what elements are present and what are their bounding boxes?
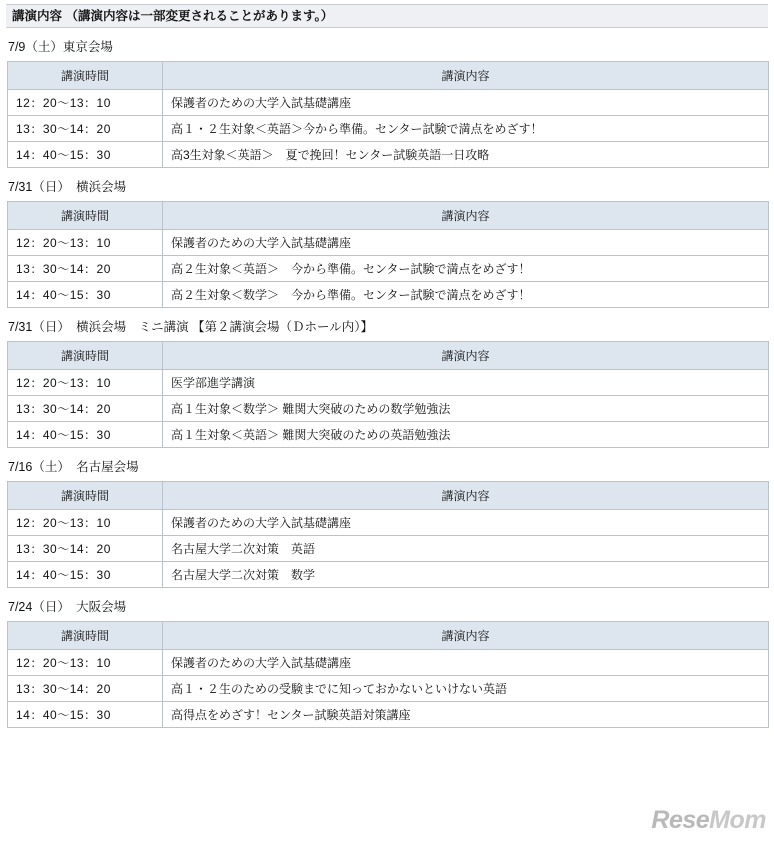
- cell-content: 高１生対象＜数学＞ 難関大突破のための数学勉強法: [163, 396, 769, 422]
- column-header-time: 講演時間: [8, 342, 163, 370]
- table-row: [8, 370, 769, 396]
- table-row: [8, 650, 769, 676]
- cell-content: 保護者のための大学入試基礎講座: [163, 650, 769, 676]
- schedule-table: [7, 201, 769, 308]
- table-header-row: [8, 62, 769, 90]
- venue-heading: 7/31（日） 横浜会場: [8, 180, 127, 194]
- resemom-watermark: [651, 806, 766, 835]
- cell-time: 14：40～15：30: [8, 702, 163, 728]
- cell-content: 医学部進学講演: [163, 370, 769, 396]
- cell-time: 13：30～14：20: [8, 396, 163, 422]
- column-header-content: 講演内容: [163, 622, 769, 650]
- watermark-text-2: Mom: [709, 806, 766, 834]
- table-row: [8, 116, 769, 142]
- cell-content: 高3生対象＜英語＞ 夏で挽回！センター試験英語一日攻略: [163, 142, 769, 168]
- venue-heading: 7/16（土） 名古屋会場: [8, 460, 139, 474]
- schedule-table: [7, 621, 769, 728]
- column-header-time: 講演時間: [8, 202, 163, 230]
- cell-content: 高１生対象＜英語＞ 難関大突破のための英語勉強法: [163, 422, 769, 448]
- column-header-time: 講演時間: [8, 482, 163, 510]
- cell-time: 14：40～15：30: [8, 282, 163, 308]
- table-row: [8, 256, 769, 282]
- cell-content: 保護者のための大学入試基礎講座: [163, 510, 769, 536]
- cell-content: 高２生対象＜英語＞ 今から準備。センター試験で満点をめざす！: [163, 256, 769, 282]
- column-header-content: 講演内容: [163, 202, 769, 230]
- table-row: [8, 90, 769, 116]
- schedule-table: [7, 341, 769, 448]
- table-row: [8, 676, 769, 702]
- page-title: 講演内容 （講演内容は一部変更されることがあります。）: [6, 4, 768, 28]
- venue-heading: 7/24（日） 大阪会場: [8, 600, 127, 614]
- column-header-content: 講演内容: [163, 482, 769, 510]
- cell-content: 保護者のための大学入試基礎講座: [163, 90, 769, 116]
- cell-content: 高１・２生対象＜英語＞今から準備。センター試験で満点をめざす！: [163, 116, 769, 142]
- cell-time: 14：40～15：30: [8, 142, 163, 168]
- cell-content: 保護者のための大学入試基礎講座: [163, 230, 769, 256]
- table-row: [8, 422, 769, 448]
- column-header-time: 講演時間: [8, 62, 163, 90]
- column-header-time: 講演時間: [8, 622, 163, 650]
- table-header-row: [8, 342, 769, 370]
- table-row: [8, 510, 769, 536]
- watermark-text-1: Rese: [651, 806, 710, 834]
- column-header-content: 講演内容: [163, 62, 769, 90]
- table-row: [8, 702, 769, 728]
- table-row: [8, 230, 769, 256]
- cell-time: 14：40～15：30: [8, 562, 163, 588]
- cell-time: 12：20～13：10: [8, 90, 163, 116]
- cell-content: 高２生対象＜数学＞ 今から準備。センター試験で満点をめざす！: [163, 282, 769, 308]
- sections-container: [6, 39, 768, 728]
- cell-time: 12：20～13：10: [8, 370, 163, 396]
- venue-heading: 7/31（日） 横浜会場 ミニ講演 【第２講演会場（Ｄホール内）】: [8, 320, 374, 334]
- table-row: [8, 562, 769, 588]
- venue-heading: 7/9（土）東京会場: [8, 40, 113, 54]
- schedule-table: [7, 61, 769, 168]
- cell-content: 高得点をめざす！センター試験英語対策講座: [163, 702, 769, 728]
- cell-time: 12：20～13：10: [8, 510, 163, 536]
- table-header-row: [8, 202, 769, 230]
- cell-content: 高１・２生のための受験までに知っておかないといけない英語: [163, 676, 769, 702]
- table-row: [8, 282, 769, 308]
- cell-time: 13：30～14：20: [8, 676, 163, 702]
- cell-content: 名古屋大学二次対策 英語: [163, 536, 769, 562]
- column-header-content: 講演内容: [163, 342, 769, 370]
- table-row: [8, 142, 769, 168]
- cell-time: 13：30～14：20: [8, 536, 163, 562]
- cell-time: 12：20～13：10: [8, 650, 163, 676]
- schedule-table: [7, 481, 769, 588]
- cell-content: 名古屋大学二次対策 数学: [163, 562, 769, 588]
- cell-time: 14：40～15：30: [8, 422, 163, 448]
- table-header-row: [8, 482, 769, 510]
- cell-time: 12：20～13：10: [8, 230, 163, 256]
- table-row: [8, 536, 769, 562]
- table-header-row: [8, 622, 769, 650]
- table-row: [8, 396, 769, 422]
- cell-time: 13：30～14：20: [8, 256, 163, 282]
- schedule-page: [0, 4, 774, 728]
- cell-time: 13：30～14：20: [8, 116, 163, 142]
